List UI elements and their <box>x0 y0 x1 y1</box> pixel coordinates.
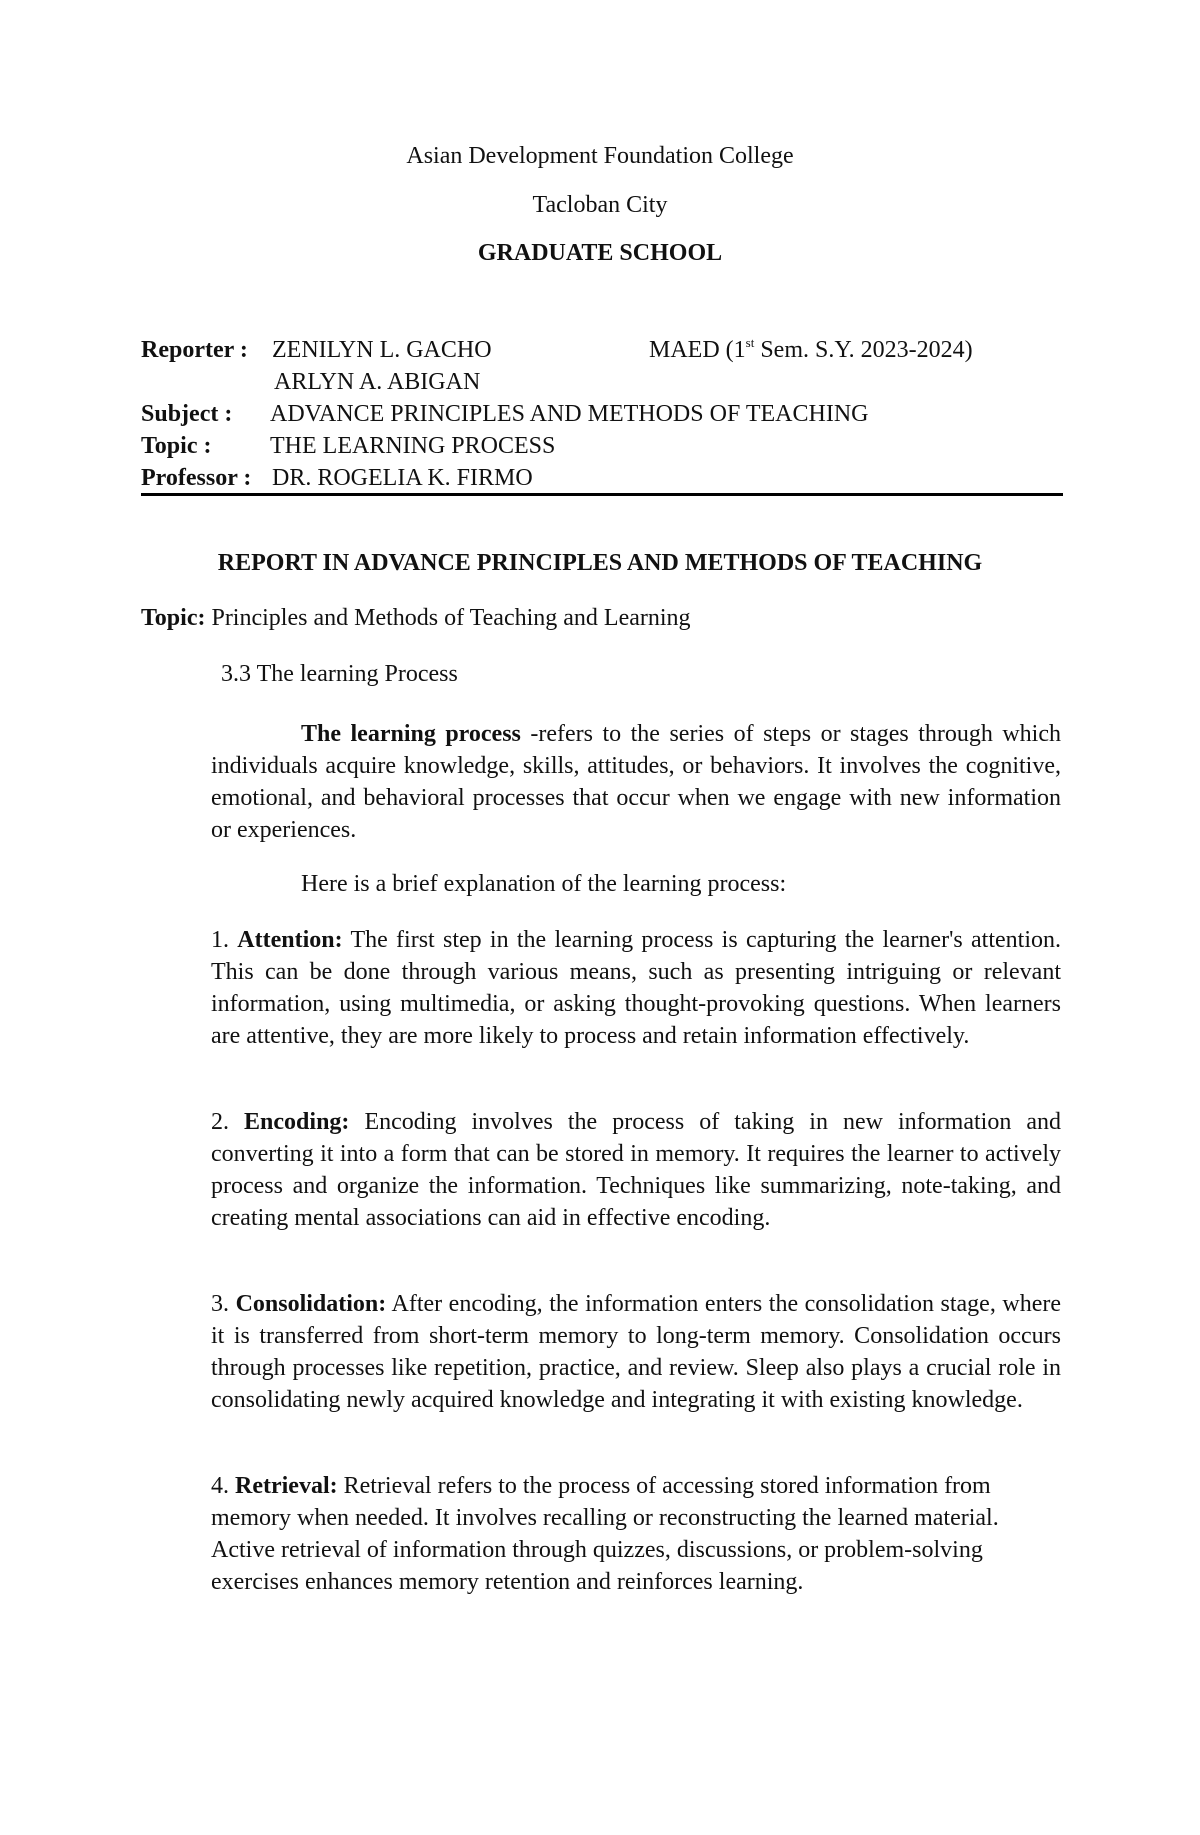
report-topic <box>141 605 691 632</box>
intro-paragraph: Here is a brief explanation of the learning process: <box>301 871 787 897</box>
topic-label: Topic : <box>141 433 212 459</box>
step-text: After encoding, the information enters the consolidation stage, where it is transferred from short-term memory to long-term memory. Consolidation occurs through processes like repetition, practice, and review. Sleep also plays a crucial role in consolidating newly acquired knowledge and integrating it with existing knowledge. <box>211 1291 1062 1413</box>
step-retrieval <box>211 1470 1061 1598</box>
topic-value: THE LEARNING PROCESS <box>270 433 556 459</box>
step-term: Encoding: <box>244 1109 350 1135</box>
step-consolidation <box>211 1288 1061 1416</box>
step-number: 3. <box>211 1291 236 1317</box>
program-prefix: MAED (1 <box>649 337 746 363</box>
report-info-block <box>141 334 1061 494</box>
subject-value: ADVANCE PRINCIPLES AND METHODS OF TEACHING <box>270 401 869 427</box>
college-city: Tacloban City <box>532 192 668 218</box>
step-text: Retrieval refers to the process of accessing stored information from memory when needed. It involves recalling or reconstructing the learned material. Active retrieval of information through quizzes, discussions, or problem-solving exercises enhances memory retention and reinforces learning. <box>211 1473 999 1595</box>
professor-label: Professor : <box>141 465 252 491</box>
step-attention <box>211 924 1061 1052</box>
reporter-name-2: ARLYN A. ABIGAN <box>274 369 481 395</box>
reporter-row-2 <box>141 366 1061 398</box>
professor-value: DR. ROGELIA K. FIRMO <box>272 465 533 491</box>
subject-label: Subject : <box>141 401 233 427</box>
subject-row <box>141 398 1061 430</box>
step-term: Consolidation: <box>235 1291 387 1317</box>
report-topic-label: Topic: <box>141 605 206 631</box>
step-text: Encoding involves the process of taking in new information and converting it into a form that can be stored in memory. It requires the learner to actively process and organize the information. Techniques like summarizing, note-taking, and creating mental associations can aid in effective encoding. <box>211 1109 1062 1231</box>
step-term: Attention: <box>237 927 343 953</box>
step-number: 1. <box>211 927 238 953</box>
step-text: The first step in the learning process is capturing the learner's attention. This can be done through various means, such as presenting intriguing or relevant information, using multimedia, or asking thought-provoking questions. When learners are attentive, they are more likely to process and retain information effectively. <box>211 927 1061 1049</box>
step-number: 2. <box>211 1109 245 1135</box>
topic-row <box>141 430 1061 462</box>
college-name: Asian Development Foundation College <box>406 143 794 169</box>
program-suffix: Sem. S.Y. 2023-2024) <box>754 337 973 363</box>
step-term: Retrieval: <box>235 1473 338 1499</box>
reporter-name-1: ZENILYN L. GACHO <box>272 337 492 363</box>
program-info <box>649 334 973 366</box>
report-topic-text: Principles and Methods of Teaching and Learning <box>205 605 691 631</box>
school-name: GRADUATE SCHOOL <box>477 240 723 266</box>
step-number: 4. <box>211 1473 235 1499</box>
definition-term: The learning process <box>301 721 521 747</box>
reporter-label: Reporter : <box>141 337 248 363</box>
definition-text: -refers to the series of steps or stages through which individuals acquire knowledge, skills, attitudes, or behaviors. It involves the cognitive, emotional, and behavioral processes that occur when we engage with new information or experiences. <box>211 721 1061 843</box>
professor-row <box>141 462 1061 494</box>
definition-paragraph <box>211 718 1061 846</box>
header-divider <box>141 493 1063 496</box>
program-superscript: st <box>745 335 755 350</box>
report-title: REPORT IN ADVANCE PRINCIPLES AND METHODS OF TEACHING <box>217 550 983 576</box>
step-encoding <box>211 1106 1061 1234</box>
section-heading: 3.3 The learning Process <box>221 661 458 687</box>
reporter-row <box>141 334 1061 366</box>
